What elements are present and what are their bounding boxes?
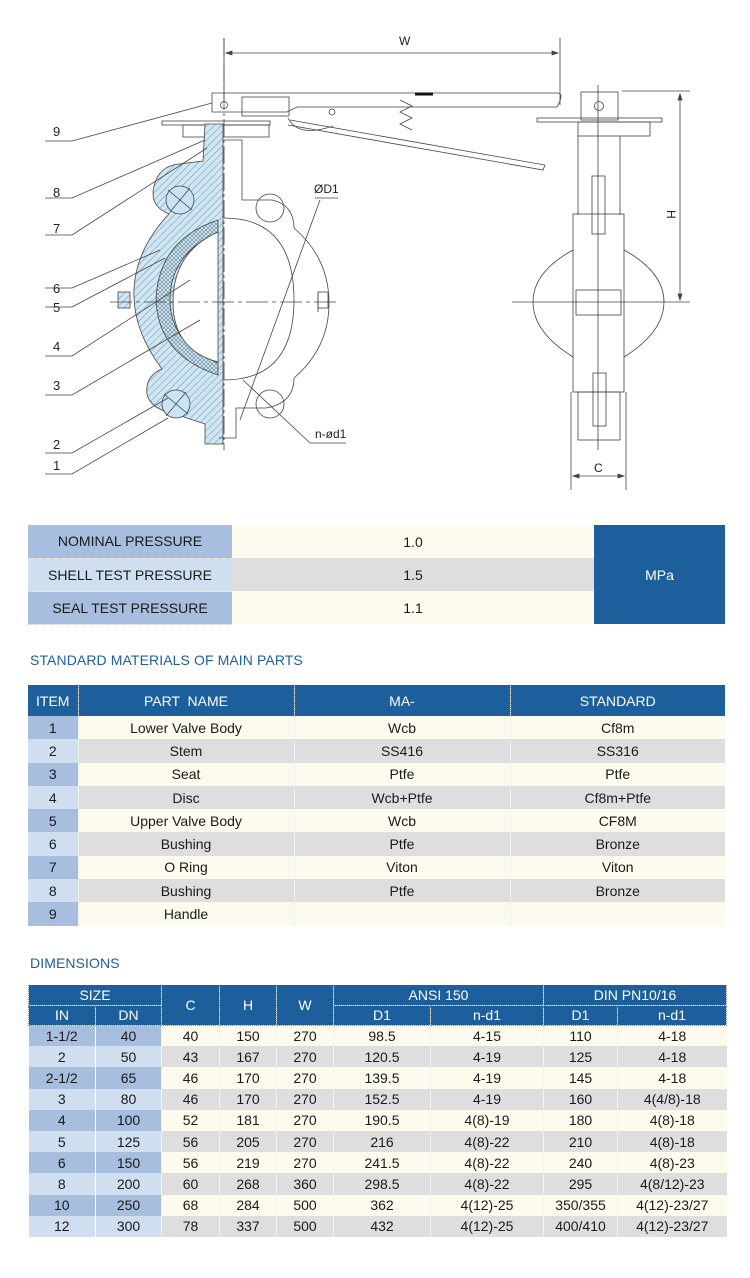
materials-section-title: STANDARD MATERIALS OF MAIN PARTS <box>30 652 303 668</box>
din-nd1: 4-18 <box>618 1067 727 1088</box>
part-label-2: 2 <box>53 437 61 452</box>
dim-h: 170 <box>220 1067 277 1088</box>
pressure-value: 1.5 <box>232 558 594 591</box>
size-in: 1-1/2 <box>29 1025 96 1046</box>
ansi-nd1: 4(8)-22 <box>431 1131 544 1152</box>
part-name: Upper Valve Body <box>78 809 294 832</box>
dim-w: 270 <box>277 1046 334 1067</box>
materials-header-row <box>28 685 725 716</box>
ansi-d1: 432 <box>334 1216 431 1237</box>
din-nd1: 4(8)-18 <box>618 1110 727 1131</box>
part-label-6: 6 <box>53 281 61 296</box>
ansi-d1: 152.5 <box>334 1089 431 1110</box>
dim-h: 284 <box>220 1195 277 1216</box>
dim-w: 500 <box>277 1216 334 1237</box>
size-in: 8 <box>29 1173 96 1194</box>
din-d1: 240 <box>544 1152 618 1173</box>
table-row <box>28 856 725 879</box>
ansi-d1: 216 <box>334 1131 431 1152</box>
dim-c: 56 <box>162 1152 220 1173</box>
din-d1: 145 <box>544 1067 618 1088</box>
table-row <box>28 902 725 925</box>
table-row <box>28 739 725 762</box>
material: Ptfe <box>294 763 510 786</box>
table-row <box>29 1110 727 1131</box>
dim-c: 46 <box>162 1089 220 1110</box>
dim-h: 337 <box>220 1216 277 1237</box>
ansi-nd1: 4(12)-25 <box>431 1216 544 1237</box>
dim-h: 170 <box>220 1089 277 1110</box>
item-number: 3 <box>28 763 78 786</box>
dim-w: 500 <box>277 1195 334 1216</box>
din-nd1: 4(12)-23/27 <box>618 1216 727 1237</box>
ansi-nd1: 4(8)-19 <box>431 1110 544 1131</box>
din-d1: 295 <box>544 1173 618 1194</box>
item-number: 9 <box>28 902 78 925</box>
dim-c: 56 <box>162 1131 220 1152</box>
table-row <box>29 1152 727 1173</box>
size-dn: 80 <box>96 1089 162 1110</box>
pressure-label: SHELL TEST PRESSURE <box>28 558 232 591</box>
dimension-label-nd1: n-ød1 <box>315 427 347 441</box>
size-dn: 150 <box>96 1152 162 1173</box>
dim-c: 68 <box>162 1195 220 1216</box>
table-row <box>28 832 725 855</box>
table-row <box>29 1131 727 1152</box>
header-ansi-nd1: n-d1 <box>431 1005 544 1025</box>
din-nd1: 4(4/8)-18 <box>618 1089 727 1110</box>
header-ansi-150: ANSI 150 <box>334 985 544 1005</box>
valve-technical-drawing <box>0 0 750 505</box>
pressure-label: SEAL TEST PRESSURE <box>28 591 232 624</box>
dim-w: 270 <box>277 1025 334 1046</box>
dimensions-subheader-row <box>29 1005 727 1025</box>
part-label-7: 7 <box>53 221 61 236</box>
din-nd1: 4-18 <box>618 1025 727 1046</box>
dimensions-table <box>28 985 727 1237</box>
dim-h: 268 <box>220 1173 277 1194</box>
part-label-1: 1 <box>53 458 61 473</box>
dim-h: 167 <box>220 1046 277 1067</box>
dim-c: 40 <box>162 1025 220 1046</box>
item-number: 8 <box>28 879 78 902</box>
din-nd1: 4(12)-23/27 <box>618 1195 727 1216</box>
din-d1: 400/410 <box>544 1216 618 1237</box>
part-label-5: 5 <box>53 300 61 315</box>
material <box>294 902 510 925</box>
dim-h: 150 <box>220 1025 277 1046</box>
material: Viton <box>294 856 510 879</box>
material: Ptfe <box>294 832 510 855</box>
pressure-value: 1.1 <box>232 591 594 624</box>
dimension-label-w: W <box>399 34 411 48</box>
ansi-nd1: 4(8)-22 <box>431 1173 544 1194</box>
dim-w: 270 <box>277 1152 334 1173</box>
pressure-table <box>28 525 725 625</box>
dim-c: 43 <box>162 1046 220 1067</box>
size-dn: 200 <box>96 1173 162 1194</box>
dim-w: 270 <box>277 1067 334 1088</box>
dim-c: 60 <box>162 1173 220 1194</box>
table-row <box>28 786 725 809</box>
pressure-label: NOMINAL PRESSURE <box>28 525 232 558</box>
header-item: ITEM <box>28 685 78 716</box>
part-label-4: 4 <box>53 339 61 354</box>
ansi-nd1: 4-19 <box>431 1046 544 1067</box>
size-dn: 250 <box>96 1195 162 1216</box>
standard <box>510 902 725 925</box>
dim-h: 219 <box>220 1152 277 1173</box>
pressure-row <box>28 525 725 558</box>
item-number: 4 <box>28 786 78 809</box>
din-nd1: 4-18 <box>618 1046 727 1067</box>
ansi-d1: 362 <box>334 1195 431 1216</box>
standard: Bronze <box>510 879 725 902</box>
header-h: H <box>220 985 277 1025</box>
header-in: IN <box>29 1005 96 1025</box>
size-dn: 125 <box>96 1131 162 1152</box>
size-in: 4 <box>29 1110 96 1131</box>
table-row <box>28 763 725 786</box>
part-name: Lower Valve Body <box>78 716 294 739</box>
din-d1: 110 <box>544 1025 618 1046</box>
din-nd1: 4(8)-23 <box>618 1152 727 1173</box>
part-name: Seat <box>78 763 294 786</box>
size-in: 12 <box>29 1216 96 1237</box>
item-number: 1 <box>28 716 78 739</box>
ansi-nd1: 4(12)-25 <box>431 1195 544 1216</box>
size-dn: 40 <box>96 1025 162 1046</box>
standard: Ptfe <box>510 763 725 786</box>
dimensions-header-row <box>29 985 727 1005</box>
header-part-name: PART NAME <box>78 685 294 716</box>
dim-w: 360 <box>277 1173 334 1194</box>
dim-h: 205 <box>220 1131 277 1152</box>
dimension-label-c: C <box>594 461 603 475</box>
dim-c: 46 <box>162 1067 220 1088</box>
header-dn: DN <box>96 1005 162 1025</box>
part-name: O Ring <box>78 856 294 879</box>
din-d1: 350/355 <box>544 1195 618 1216</box>
dimension-label-h: H <box>664 210 678 219</box>
material: Wcb <box>294 809 510 832</box>
dim-w: 270 <box>277 1131 334 1152</box>
header-material: MA- <box>294 685 510 716</box>
ansi-nd1: 4-19 <box>431 1067 544 1088</box>
materials-table <box>28 685 725 926</box>
item-number: 7 <box>28 856 78 879</box>
din-d1: 180 <box>544 1110 618 1131</box>
header-size: SIZE <box>29 985 162 1005</box>
table-row <box>29 1025 727 1046</box>
table-row <box>29 1089 727 1110</box>
dim-w: 270 <box>277 1089 334 1110</box>
material: Wcb+Ptfe <box>294 786 510 809</box>
din-d1: 210 <box>544 1131 618 1152</box>
size-in: 6 <box>29 1152 96 1173</box>
ansi-d1: 298.5 <box>334 1173 431 1194</box>
ansi-nd1: 4(8)-22 <box>431 1152 544 1173</box>
table-row <box>28 879 725 902</box>
dim-c: 78 <box>162 1216 220 1237</box>
din-d1: 160 <box>544 1089 618 1110</box>
table-row <box>28 809 725 832</box>
ansi-d1: 98.5 <box>334 1025 431 1046</box>
part-label-9: 9 <box>53 124 61 139</box>
material: Wcb <box>294 716 510 739</box>
table-row <box>29 1173 727 1194</box>
header-w: W <box>277 985 334 1025</box>
ansi-d1: 139.5 <box>334 1067 431 1088</box>
item-number: 2 <box>28 739 78 762</box>
standard: SS316 <box>510 739 725 762</box>
ansi-d1: 241.5 <box>334 1152 431 1173</box>
table-row <box>29 1195 727 1216</box>
pressure-value: 1.0 <box>232 525 594 558</box>
size-in: 2-1/2 <box>29 1067 96 1088</box>
size-dn: 65 <box>96 1067 162 1088</box>
part-label-3: 3 <box>53 378 61 393</box>
din-d1: 125 <box>544 1046 618 1067</box>
header-c: C <box>162 985 220 1025</box>
dimension-label-d1: ØD1 <box>314 182 339 196</box>
table-row <box>29 1046 727 1067</box>
size-dn: 100 <box>96 1110 162 1131</box>
header-standard: STANDARD <box>510 685 725 716</box>
material: SS416 <box>294 739 510 762</box>
standard: CF8M <box>510 809 725 832</box>
size-dn: 300 <box>96 1216 162 1237</box>
table-row <box>29 1216 727 1237</box>
part-name: Disc <box>78 786 294 809</box>
material: Ptfe <box>294 879 510 902</box>
ansi-d1: 190.5 <box>334 1110 431 1131</box>
table-row <box>29 1067 727 1088</box>
item-number: 5 <box>28 809 78 832</box>
size-in: 2 <box>29 1046 96 1067</box>
part-name: Bushing <box>78 879 294 902</box>
dim-c: 52 <box>162 1110 220 1131</box>
ansi-nd1: 4-15 <box>431 1025 544 1046</box>
ansi-nd1: 4-19 <box>431 1089 544 1110</box>
standard: Viton <box>510 856 725 879</box>
part-label-8: 8 <box>53 185 61 200</box>
size-dn: 50 <box>96 1046 162 1067</box>
dim-h: 181 <box>220 1110 277 1131</box>
header-din-d1: D1 <box>544 1005 618 1025</box>
dim-w: 270 <box>277 1110 334 1131</box>
dimensions-section-title: DIMENSIONS <box>30 955 120 971</box>
standard: Cf8m+Ptfe <box>510 786 725 809</box>
standard: Bronze <box>510 832 725 855</box>
part-name: Handle <box>78 902 294 925</box>
size-in: 5 <box>29 1131 96 1152</box>
size-in: 3 <box>29 1089 96 1110</box>
din-nd1: 4(8/12)-23 <box>618 1173 727 1194</box>
part-name: Stem <box>78 739 294 762</box>
table-row <box>28 716 725 739</box>
part-name: Bushing <box>78 832 294 855</box>
header-ansi-d1: D1 <box>334 1005 431 1025</box>
pressure-unit: MPa <box>594 525 725 624</box>
din-nd1: 4(8)-18 <box>618 1131 727 1152</box>
ansi-d1: 120.5 <box>334 1046 431 1067</box>
header-din-nd1: n-d1 <box>618 1005 727 1025</box>
header-din-pn10-16: DIN PN10/16 <box>544 985 727 1005</box>
standard: Cf8m <box>510 716 725 739</box>
size-in: 10 <box>29 1195 96 1216</box>
item-number: 6 <box>28 832 78 855</box>
